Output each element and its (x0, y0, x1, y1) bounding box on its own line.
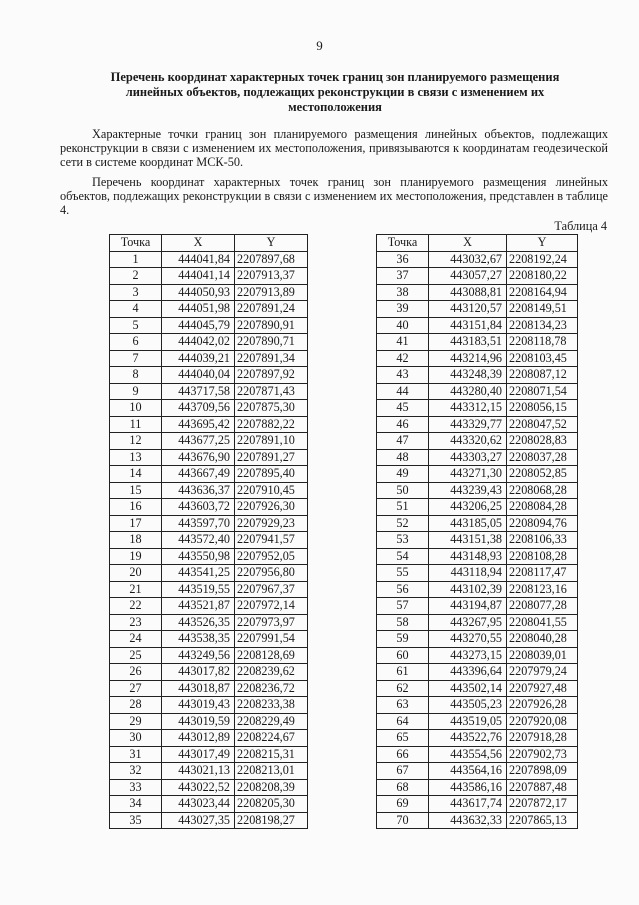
point-number-cell: 59 (377, 631, 429, 648)
table-row (110, 763, 308, 780)
x-coordinate-cell: 443273,15 (429, 647, 507, 664)
table-row (377, 631, 578, 648)
x-coordinate-cell: 443550,98 (162, 548, 235, 565)
point-number-cell: 21 (110, 581, 162, 598)
point-number-cell: 58 (377, 614, 429, 631)
x-coordinate-cell: 444050,93 (162, 284, 235, 301)
x-coordinate-cell: 443151,38 (429, 532, 507, 549)
x-coordinate-cell: 444051,98 (162, 301, 235, 318)
table-row (110, 697, 308, 714)
point-number-cell: 35 (110, 812, 162, 829)
y-coordinate-cell: 2208229,49 (235, 713, 308, 730)
y-coordinate-cell: 2208052,85 (507, 466, 578, 483)
point-number-cell: 37 (377, 268, 429, 285)
point-number-cell: 62 (377, 680, 429, 697)
y-coordinate-cell: 2208077,28 (507, 598, 578, 615)
x-coordinate-cell: 443102,39 (429, 581, 507, 598)
table-row (110, 350, 308, 367)
table-row (110, 482, 308, 499)
table-row (377, 367, 578, 384)
x-coordinate-cell: 443019,59 (162, 713, 235, 730)
x-coordinate-cell: 443021,13 (162, 763, 235, 780)
table-row (377, 565, 578, 582)
y-coordinate-cell: 2207891,34 (235, 350, 308, 367)
point-number-cell: 26 (110, 664, 162, 681)
table-row (110, 449, 308, 466)
x-coordinate-cell: 443118,94 (429, 565, 507, 582)
point-number-cell: 48 (377, 449, 429, 466)
y-coordinate-cell: 2207895,40 (235, 466, 308, 483)
point-number-cell: 24 (110, 631, 162, 648)
y-coordinate-cell: 2207871,43 (235, 383, 308, 400)
point-number-cell: 44 (377, 383, 429, 400)
x-coordinate-cell: 443280,40 (429, 383, 507, 400)
y-coordinate-cell: 2208040,28 (507, 631, 578, 648)
y-coordinate-cell: 2207890,91 (235, 317, 308, 334)
x-coordinate-cell: 443120,57 (429, 301, 507, 318)
table-row (110, 317, 308, 334)
x-coordinate-cell: 443303,27 (429, 449, 507, 466)
point-number-cell: 53 (377, 532, 429, 549)
point-number-cell: 36 (377, 251, 429, 268)
x-coordinate-cell: 443023,44 (162, 796, 235, 813)
point-number-cell: 10 (110, 400, 162, 417)
x-coordinate-cell: 443022,52 (162, 779, 235, 796)
table-row (110, 730, 308, 747)
header-point: Точка (110, 235, 162, 252)
y-coordinate-cell: 2208094,76 (507, 515, 578, 532)
table-row (377, 499, 578, 516)
y-coordinate-cell: 2208068,28 (507, 482, 578, 499)
point-number-cell: 39 (377, 301, 429, 318)
y-coordinate-cell: 2207891,24 (235, 301, 308, 318)
x-coordinate-cell: 443572,40 (162, 532, 235, 549)
table-row (110, 301, 308, 318)
point-number-cell: 50 (377, 482, 429, 499)
x-coordinate-cell: 443185,05 (429, 515, 507, 532)
point-number-cell: 54 (377, 548, 429, 565)
y-coordinate-cell: 2207956,80 (235, 565, 308, 582)
y-coordinate-cell: 2208239,62 (235, 664, 308, 681)
x-coordinate-cell: 443249,56 (162, 647, 235, 664)
x-coordinate-cell: 443676,90 (162, 449, 235, 466)
y-coordinate-cell: 2207973,97 (235, 614, 308, 631)
header-x: X (429, 235, 507, 252)
y-coordinate-cell: 2207929,23 (235, 515, 308, 532)
y-coordinate-cell: 2208103,45 (507, 350, 578, 367)
point-number-cell: 51 (377, 499, 429, 516)
table-row (377, 449, 578, 466)
y-coordinate-cell: 2207887,48 (507, 779, 578, 796)
y-coordinate-cell: 2207913,37 (235, 268, 308, 285)
y-coordinate-cell: 2208134,23 (507, 317, 578, 334)
y-coordinate-cell: 2207897,92 (235, 367, 308, 384)
point-number-cell: 32 (110, 763, 162, 780)
x-coordinate-cell: 443603,72 (162, 499, 235, 516)
x-coordinate-cell: 443521,87 (162, 598, 235, 615)
y-coordinate-cell: 2207918,28 (507, 730, 578, 747)
table-row (377, 713, 578, 730)
table-row (377, 350, 578, 367)
y-coordinate-cell: 2207926,30 (235, 499, 308, 516)
point-number-cell: 41 (377, 334, 429, 351)
point-number-cell: 17 (110, 515, 162, 532)
table-row (377, 664, 578, 681)
y-coordinate-cell: 2208117,47 (507, 565, 578, 582)
y-coordinate-cell: 2208087,12 (507, 367, 578, 384)
y-coordinate-cell: 2208208,39 (235, 779, 308, 796)
table-row (110, 416, 308, 433)
point-number-cell: 1 (110, 251, 162, 268)
y-coordinate-cell: 2208041,55 (507, 614, 578, 631)
point-number-cell: 8 (110, 367, 162, 384)
table-row (110, 383, 308, 400)
y-coordinate-cell: 2208071,54 (507, 383, 578, 400)
point-number-cell: 9 (110, 383, 162, 400)
y-coordinate-cell: 2208123,16 (507, 581, 578, 598)
point-number-cell: 5 (110, 317, 162, 334)
header-y: Y (507, 235, 578, 252)
table-row (110, 268, 308, 285)
point-number-cell: 68 (377, 779, 429, 796)
x-coordinate-cell: 443270,55 (429, 631, 507, 648)
x-coordinate-cell: 443088,81 (429, 284, 507, 301)
y-coordinate-cell: 2208028,83 (507, 433, 578, 450)
table-row (377, 532, 578, 549)
x-coordinate-cell: 443541,25 (162, 565, 235, 582)
point-number-cell: 47 (377, 433, 429, 450)
x-coordinate-cell: 443194,87 (429, 598, 507, 615)
x-coordinate-cell: 443312,15 (429, 400, 507, 417)
table-row (110, 581, 308, 598)
x-coordinate-cell: 443057,27 (429, 268, 507, 285)
point-number-cell: 29 (110, 713, 162, 730)
point-number-cell: 20 (110, 565, 162, 582)
table-row (110, 334, 308, 351)
table-row (377, 400, 578, 417)
table-row (377, 334, 578, 351)
table-row (377, 301, 578, 318)
x-coordinate-cell: 443526,35 (162, 614, 235, 631)
y-coordinate-cell: 2207890,71 (235, 334, 308, 351)
point-number-cell: 4 (110, 301, 162, 318)
x-coordinate-cell: 443709,56 (162, 400, 235, 417)
point-number-cell: 38 (377, 284, 429, 301)
table-row (377, 680, 578, 697)
paragraph-intro: Характерные точки границ зон планируемого размещения линейных объектов, подлежащих реконструкции в связи с изменением их местоположения, привязываются к координатам геодезической сети в системе координат МСК-50. (60, 127, 608, 170)
x-coordinate-cell: 443667,49 (162, 466, 235, 483)
coordinates-table-right (376, 234, 578, 829)
table-row (377, 763, 578, 780)
x-coordinate-cell: 443032,67 (429, 251, 507, 268)
table-row (377, 515, 578, 532)
point-number-cell: 3 (110, 284, 162, 301)
header-point: Точка (377, 235, 429, 252)
y-coordinate-cell: 2208192,24 (507, 251, 578, 268)
y-coordinate-cell: 2208037,28 (507, 449, 578, 466)
y-coordinate-cell: 2208164,94 (507, 284, 578, 301)
x-coordinate-cell: 443320,62 (429, 433, 507, 450)
table-row (377, 268, 578, 285)
x-coordinate-cell: 443636,37 (162, 482, 235, 499)
x-coordinate-cell: 443632,33 (429, 812, 507, 829)
y-coordinate-cell: 2207941,57 (235, 532, 308, 549)
y-coordinate-cell: 2207902,73 (507, 746, 578, 763)
point-number-cell: 27 (110, 680, 162, 697)
point-number-cell: 16 (110, 499, 162, 516)
y-coordinate-cell: 2207926,28 (507, 697, 578, 714)
y-coordinate-cell: 2207979,24 (507, 664, 578, 681)
y-coordinate-cell: 2207882,22 (235, 416, 308, 433)
point-number-cell: 12 (110, 433, 162, 450)
table-row (110, 631, 308, 648)
x-coordinate-cell: 443717,58 (162, 383, 235, 400)
x-coordinate-cell: 443396,64 (429, 664, 507, 681)
y-coordinate-cell: 2207991,54 (235, 631, 308, 648)
y-coordinate-cell: 2208149,51 (507, 301, 578, 318)
table-row (110, 515, 308, 532)
point-number-cell: 64 (377, 713, 429, 730)
x-coordinate-cell: 443519,05 (429, 713, 507, 730)
table-row (110, 664, 308, 681)
point-number-cell: 56 (377, 581, 429, 598)
coordinates-table-left (109, 234, 308, 829)
table-row (110, 532, 308, 549)
y-coordinate-cell: 2207952,05 (235, 548, 308, 565)
table-row (110, 647, 308, 664)
page-number: 9 (316, 38, 323, 53)
point-number-cell: 19 (110, 548, 162, 565)
table-row (377, 730, 578, 747)
point-number-cell: 40 (377, 317, 429, 334)
table-row (110, 680, 308, 697)
x-coordinate-cell: 443148,93 (429, 548, 507, 565)
y-coordinate-cell: 2207872,17 (507, 796, 578, 813)
x-coordinate-cell: 444039,21 (162, 350, 235, 367)
point-number-cell: 11 (110, 416, 162, 433)
x-coordinate-cell: 443695,42 (162, 416, 235, 433)
y-coordinate-cell: 2207927,48 (507, 680, 578, 697)
x-coordinate-cell: 443239,43 (429, 482, 507, 499)
table-row (377, 317, 578, 334)
table-caption: Таблица 4 (554, 219, 607, 233)
x-coordinate-cell: 444045,79 (162, 317, 235, 334)
x-coordinate-cell: 443502,14 (429, 680, 507, 697)
point-number-cell: 66 (377, 746, 429, 763)
y-coordinate-cell: 2208039,01 (507, 647, 578, 664)
y-coordinate-cell: 2208180,22 (507, 268, 578, 285)
point-number-cell: 25 (110, 647, 162, 664)
y-coordinate-cell: 2207972,14 (235, 598, 308, 615)
x-coordinate-cell: 443019,43 (162, 697, 235, 714)
point-number-cell: 69 (377, 796, 429, 813)
y-coordinate-cell: 2208236,72 (235, 680, 308, 697)
point-number-cell: 31 (110, 746, 162, 763)
y-coordinate-cell: 2208224,67 (235, 730, 308, 747)
table-row (377, 383, 578, 400)
x-coordinate-cell: 444040,04 (162, 367, 235, 384)
point-number-cell: 45 (377, 400, 429, 417)
point-number-cell: 15 (110, 482, 162, 499)
table-row (110, 779, 308, 796)
point-number-cell: 63 (377, 697, 429, 714)
point-number-cell: 61 (377, 664, 429, 681)
x-coordinate-cell: 443586,16 (429, 779, 507, 796)
table-row (377, 284, 578, 301)
table-row (377, 433, 578, 450)
y-coordinate-cell: 2207891,10 (235, 433, 308, 450)
y-coordinate-cell: 2208205,30 (235, 796, 308, 813)
point-number-cell: 7 (110, 350, 162, 367)
y-coordinate-cell: 2207898,09 (507, 763, 578, 780)
y-coordinate-cell: 2208215,31 (235, 746, 308, 763)
y-coordinate-cell: 2207920,08 (507, 713, 578, 730)
point-number-cell: 28 (110, 697, 162, 714)
point-number-cell: 30 (110, 730, 162, 747)
table-row (377, 697, 578, 714)
y-coordinate-cell: 2208198,27 (235, 812, 308, 829)
point-number-cell: 18 (110, 532, 162, 549)
x-coordinate-cell: 443012,89 (162, 730, 235, 747)
y-coordinate-cell: 2208108,28 (507, 548, 578, 565)
y-coordinate-cell: 2208106,33 (507, 532, 578, 549)
table-row (110, 614, 308, 631)
y-coordinate-cell: 2207910,45 (235, 482, 308, 499)
document-title: Перечень координат характерных точек границ зон планируемого размещения линейных объектов, подлежащих реконструкции в связи с изменением их местоположения (110, 70, 560, 114)
point-number-cell: 65 (377, 730, 429, 747)
x-coordinate-cell: 443183,51 (429, 334, 507, 351)
x-coordinate-cell: 443151,84 (429, 317, 507, 334)
x-coordinate-cell: 443617,74 (429, 796, 507, 813)
table-row (377, 796, 578, 813)
point-number-cell: 34 (110, 796, 162, 813)
y-coordinate-cell: 2208233,38 (235, 697, 308, 714)
table-row (110, 400, 308, 417)
x-coordinate-cell: 443018,87 (162, 680, 235, 697)
table-row (110, 433, 308, 450)
table-header-row (110, 235, 308, 252)
y-coordinate-cell: 2207865,13 (507, 812, 578, 829)
table-row (110, 812, 308, 829)
paragraph-table-reference: Перечень координат характерных точек границ зон планируемого размещения линейных объектов, подлежащих реконструкции в связи с изменением их местоположения, представлен в таблице 4. (60, 175, 608, 218)
table-row (377, 581, 578, 598)
point-number-cell: 55 (377, 565, 429, 582)
x-coordinate-cell: 443329,77 (429, 416, 507, 433)
y-coordinate-cell: 2207891,27 (235, 449, 308, 466)
y-coordinate-cell: 2208128,69 (235, 647, 308, 664)
table-row (110, 713, 308, 730)
y-coordinate-cell: 2208118,78 (507, 334, 578, 351)
x-coordinate-cell: 443538,35 (162, 631, 235, 648)
x-coordinate-cell: 443248,39 (429, 367, 507, 384)
y-coordinate-cell: 2207913,89 (235, 284, 308, 301)
header-y: Y (235, 235, 308, 252)
x-coordinate-cell: 443206,25 (429, 499, 507, 516)
table-row (377, 812, 578, 829)
table-row (377, 598, 578, 615)
table-row (110, 499, 308, 516)
table-row (110, 367, 308, 384)
table-row (110, 598, 308, 615)
y-coordinate-cell: 2207967,37 (235, 581, 308, 598)
table-row (377, 647, 578, 664)
table-row (110, 548, 308, 565)
point-number-cell: 22 (110, 598, 162, 615)
x-coordinate-cell: 444041,14 (162, 268, 235, 285)
point-number-cell: 2 (110, 268, 162, 285)
table-row (377, 779, 578, 796)
table-header-row (377, 235, 578, 252)
point-number-cell: 42 (377, 350, 429, 367)
x-coordinate-cell: 443214,96 (429, 350, 507, 367)
table-row (377, 466, 578, 483)
table-row (377, 416, 578, 433)
y-coordinate-cell: 2207875,30 (235, 400, 308, 417)
table-row (110, 565, 308, 582)
x-coordinate-cell: 443267,95 (429, 614, 507, 631)
point-number-cell: 6 (110, 334, 162, 351)
x-coordinate-cell: 443554,56 (429, 746, 507, 763)
point-number-cell: 60 (377, 647, 429, 664)
table-row (377, 548, 578, 565)
x-coordinate-cell: 443564,16 (429, 763, 507, 780)
table-row (377, 251, 578, 268)
y-coordinate-cell: 2208047,52 (507, 416, 578, 433)
point-number-cell: 46 (377, 416, 429, 433)
x-coordinate-cell: 443017,82 (162, 664, 235, 681)
table-row (110, 284, 308, 301)
x-coordinate-cell: 444041,84 (162, 251, 235, 268)
x-coordinate-cell: 443505,23 (429, 697, 507, 714)
x-coordinate-cell: 443519,55 (162, 581, 235, 598)
table-row (377, 746, 578, 763)
table-row (110, 251, 308, 268)
x-coordinate-cell: 443677,25 (162, 433, 235, 450)
point-number-cell: 13 (110, 449, 162, 466)
x-coordinate-cell: 443522,76 (429, 730, 507, 747)
x-coordinate-cell: 443597,70 (162, 515, 235, 532)
point-number-cell: 52 (377, 515, 429, 532)
table-row (377, 614, 578, 631)
point-number-cell: 57 (377, 598, 429, 615)
y-coordinate-cell: 2207897,68 (235, 251, 308, 268)
point-number-cell: 33 (110, 779, 162, 796)
point-number-cell: 23 (110, 614, 162, 631)
point-number-cell: 70 (377, 812, 429, 829)
table-row (110, 746, 308, 763)
y-coordinate-cell: 2208084,28 (507, 499, 578, 516)
point-number-cell: 43 (377, 367, 429, 384)
x-coordinate-cell: 443017,49 (162, 746, 235, 763)
point-number-cell: 14 (110, 466, 162, 483)
x-coordinate-cell: 443027,35 (162, 812, 235, 829)
header-x: X (162, 235, 235, 252)
table-row (110, 466, 308, 483)
y-coordinate-cell: 2208056,15 (507, 400, 578, 417)
y-coordinate-cell: 2208213,01 (235, 763, 308, 780)
table-row (377, 482, 578, 499)
table-row (110, 796, 308, 813)
point-number-cell: 49 (377, 466, 429, 483)
x-coordinate-cell: 443271,30 (429, 466, 507, 483)
point-number-cell: 67 (377, 763, 429, 780)
x-coordinate-cell: 444042,02 (162, 334, 235, 351)
